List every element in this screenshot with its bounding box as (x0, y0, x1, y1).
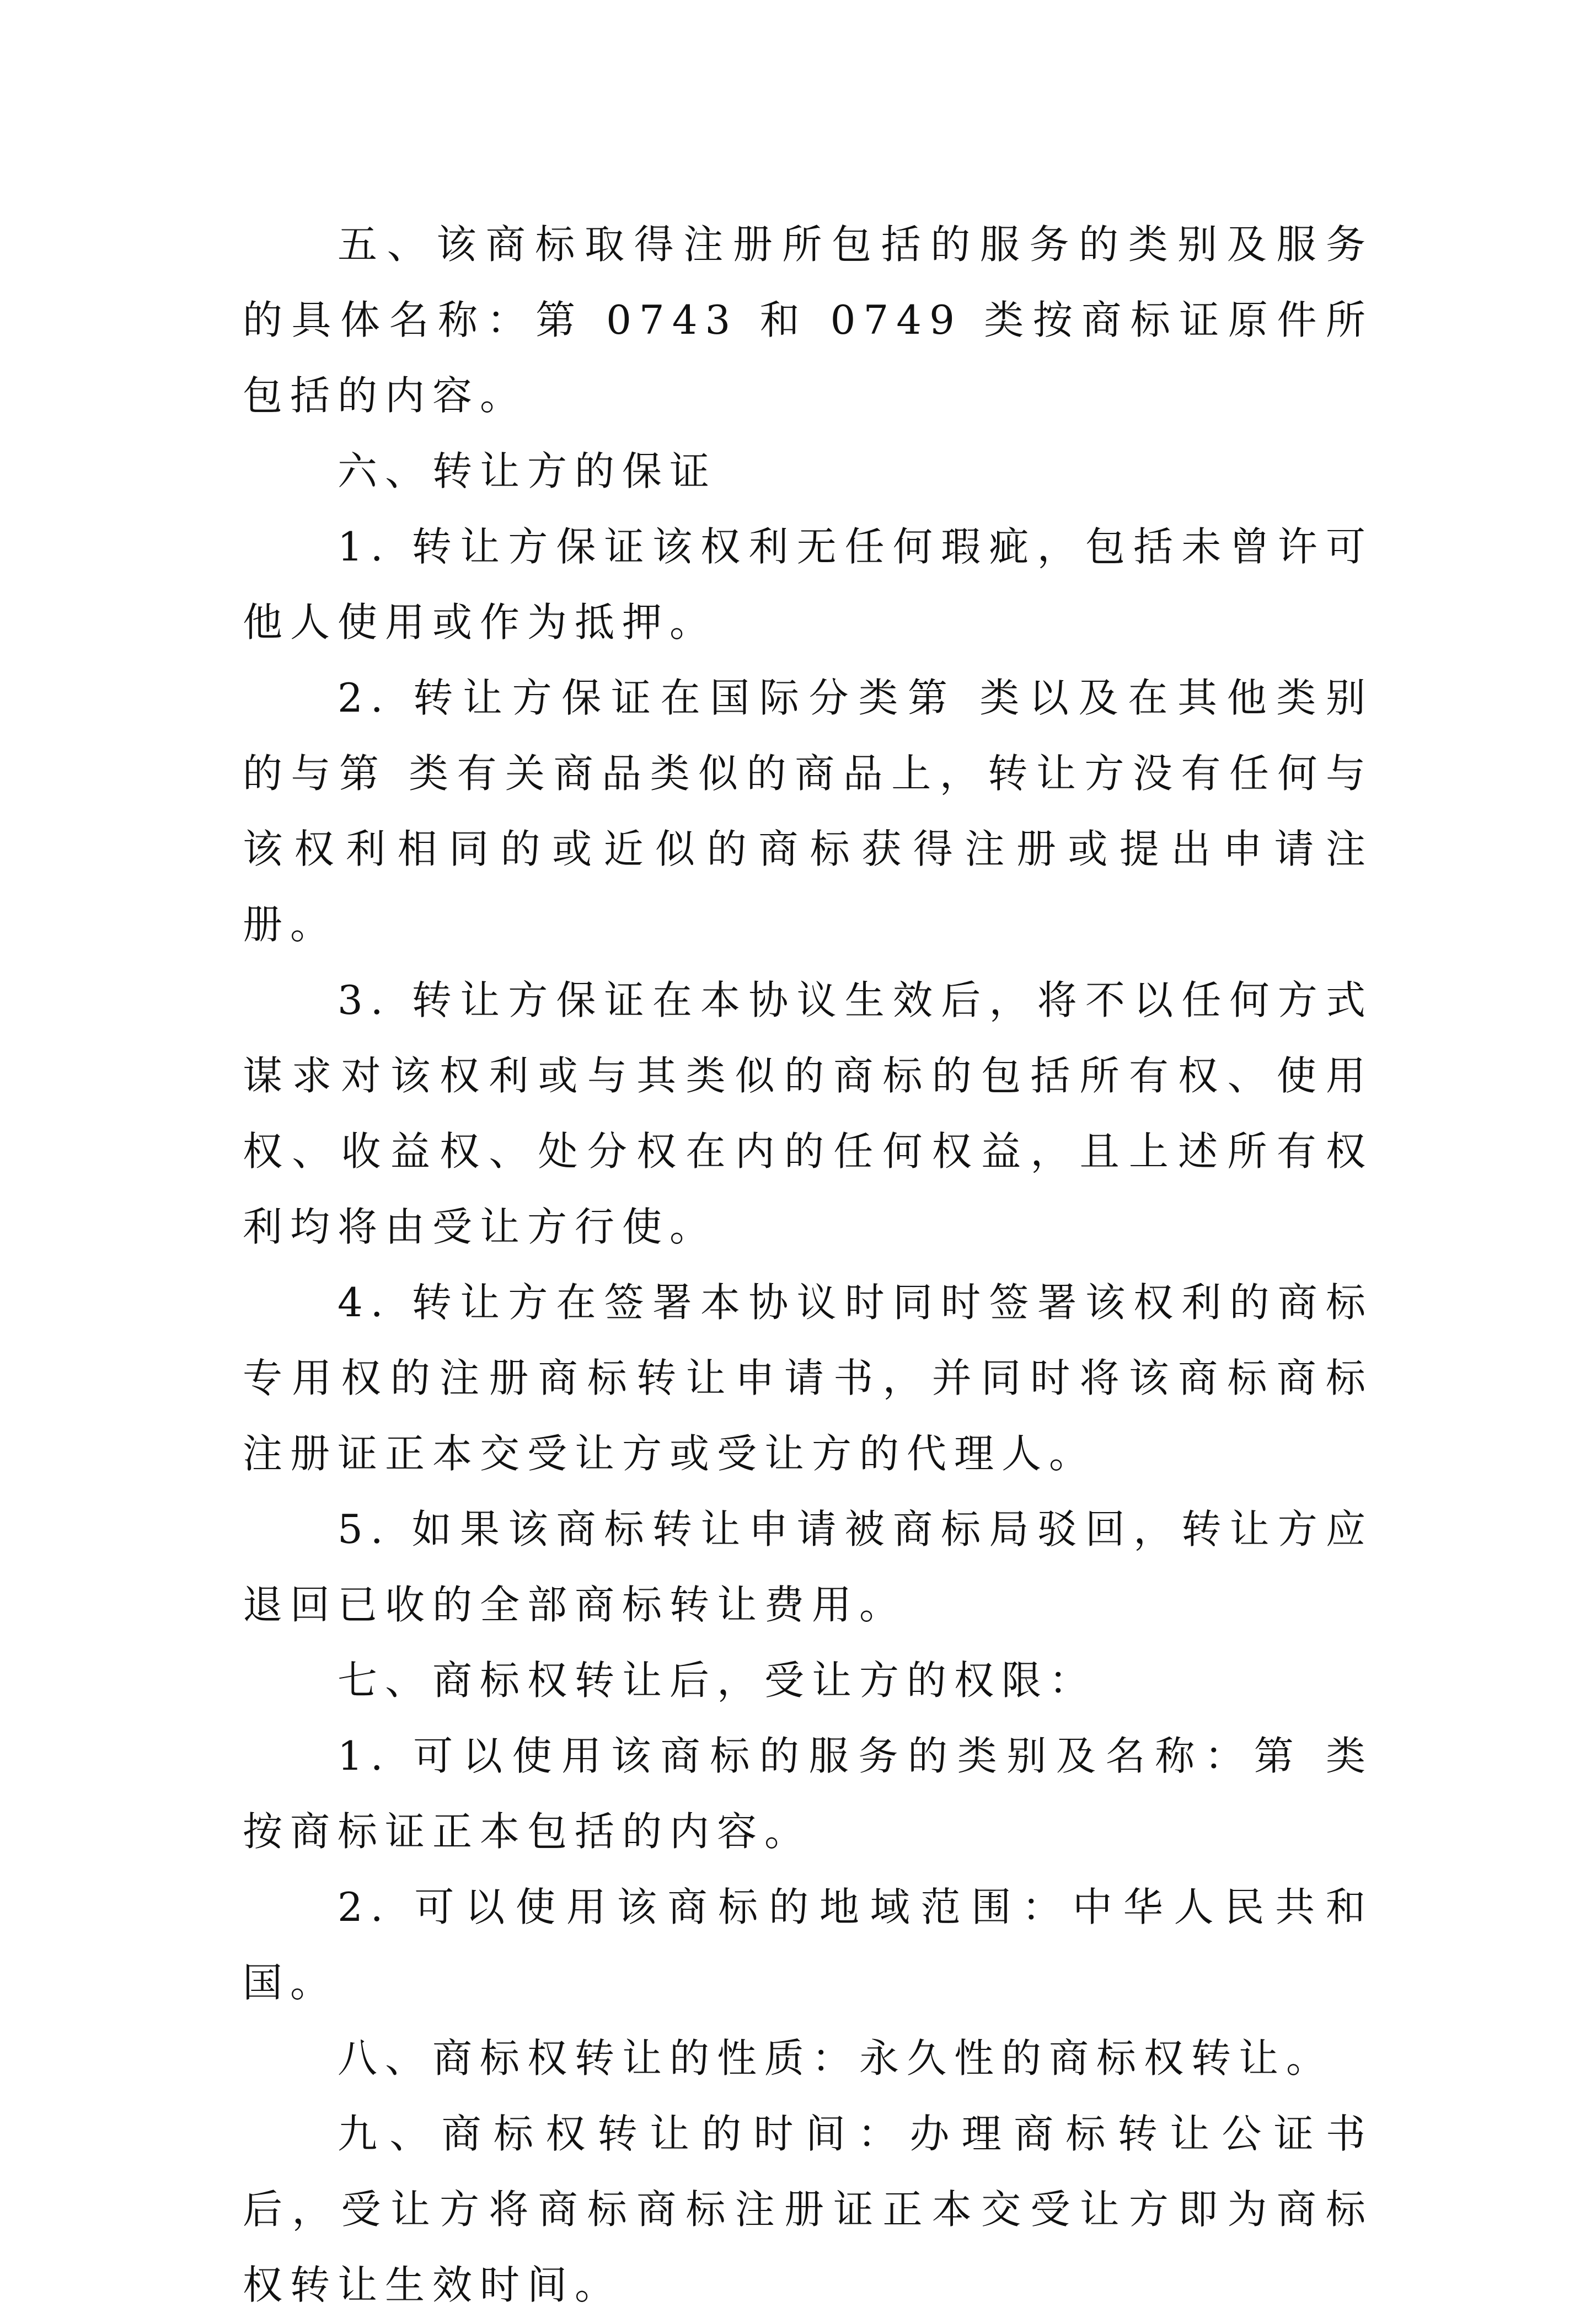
clause-6-item-3: 3. 转让方保证在本协议生效后，将不以任何方式谋求对该权利或与其类似的商标的包括所有权、使用权、收益权、处分权在内的任何权益，且上述所有权利均将由受让方行使。 (243, 977, 1373, 1250)
clause-7-heading: 七、商标权转让后，受让方的权限： (338, 1657, 1097, 1703)
clause-6-item-2: 2. 转让方保证在国际分类第 类以及在其他类别的与第 类有关商品类似的商品上，转让方没有任何与该权利相同的或近似的商标获得注册或提出申请注册。 (243, 675, 1373, 948)
clause-6-item-4: 4. 转让方在签署本协议时同时签署该权利的商标专用权的注册商标转让申请书，并同时将该商标商标注册证正本交受让方或受让方的代理人。 (243, 1279, 1373, 1477)
document-body (243, 207, 1373, 2323)
clause-6-item-5: 5. 如果该商标转让申请被商标局驳回，转让方应退回已收的全部商标转让费用。 (243, 1506, 1373, 1628)
clause-5-service-scope: 五、该商标取得注册所包括的服务的类别及服务的具体名称：第 0743 和 0749 类按商标证原件所包括的内容。 (243, 221, 1373, 419)
clause-6-heading: 六、转让方的保证 (338, 448, 717, 494)
clause-7-item-1: 1. 可以使用该商标的服务的类别及名称：第 类按商标证正本包括的内容。 (243, 1733, 1373, 1855)
clause-6-item-1: 1. 转让方保证该权利无任何瑕疵，包括未曾许可他人使用或作为抵押。 (243, 524, 1373, 645)
clause-7-item-2: 2. 可以使用该商标的地域范围：中华人民共和国。 (243, 1884, 1373, 2006)
clause-9-time: 九、商标权转让的时间：办理商标转让公证书后，受让方将商标商标注册证正本交受让方即为商标权转让生效时间。 (243, 2111, 1373, 2308)
clause-8-nature: 八、商标权转让的性质：永久性的商标权转让。 (338, 2035, 1334, 2081)
